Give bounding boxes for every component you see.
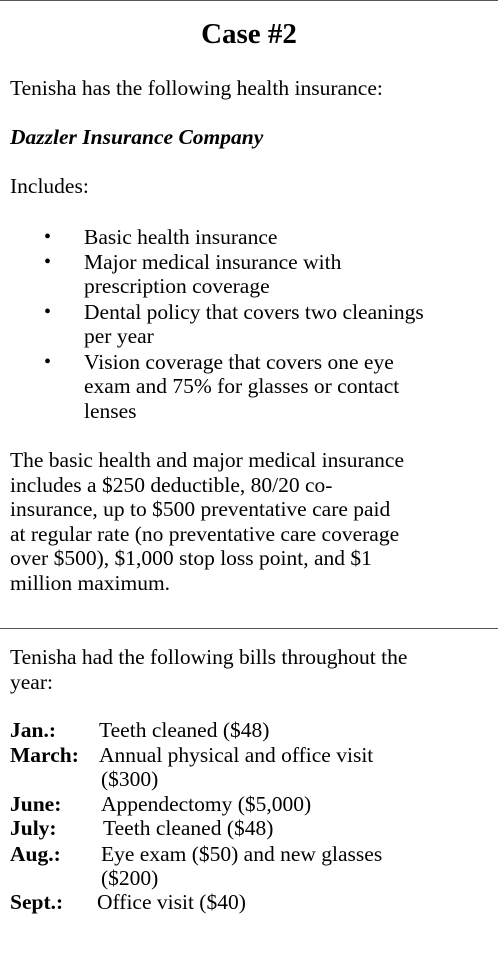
coverage-line: Major medical insurance with — [84, 250, 342, 274]
bullet: • — [44, 251, 52, 273]
details-line: insurance, up to $500 preventative care paid — [10, 497, 391, 521]
bills-intro-line: year: — [10, 670, 53, 694]
company-name: Dazzler Insurance Company — [10, 125, 264, 149]
details-line: at regular rate (no preventative care coverage — [10, 522, 400, 546]
bill-description: ($200) — [101, 866, 159, 890]
insurance-intro: Tenisha has the following health insurance: — [10, 76, 383, 100]
bill-description: Eye exam ($50) and new glasses — [101, 842, 383, 866]
bullet: • — [44, 351, 52, 373]
bill-description: Teeth cleaned ($48) — [99, 718, 270, 742]
bill-description: Teeth cleaned ($48) — [103, 816, 274, 840]
bill-month: June: — [10, 792, 62, 816]
bill-month: Aug.: — [10, 842, 61, 866]
details-line: The basic health and major medical insurance — [10, 448, 405, 472]
coverage-line: Vision coverage that covers one eye — [84, 350, 394, 374]
bullet: • — [44, 226, 52, 248]
bill-description: Office visit ($40) — [97, 890, 246, 914]
bill-month: July: — [10, 816, 57, 840]
bill-description: Appendectomy ($5,000) — [101, 792, 312, 816]
section-divider — [0, 628, 498, 629]
includes-label: Includes: — [10, 174, 89, 198]
top-rule — [0, 0, 498, 1]
bill-description: ($300) — [101, 767, 159, 791]
case-title: Case #2 — [201, 18, 297, 50]
coverage-line: per year — [84, 324, 154, 348]
bill-description: Annual physical and office visit — [99, 743, 374, 767]
bill-month: Jan.: — [10, 718, 56, 742]
bullet: • — [44, 301, 52, 323]
bill-month: March: — [10, 743, 79, 767]
coverage-line: Dental policy that covers two cleanings — [84, 300, 424, 324]
coverage-line: Basic health insurance — [84, 225, 278, 249]
bills-intro-line: Tenisha had the following bills throughout the — [10, 645, 408, 669]
coverage-line: exam and 75% for glasses or contact — [84, 374, 400, 398]
details-line: includes a $250 deductible, 80/20 co- — [10, 473, 333, 497]
details-line: over $500), $1,000 stop loss point, and $1 — [10, 546, 372, 570]
coverage-line: prescription coverage — [84, 274, 270, 298]
details-line: million maximum. — [10, 571, 171, 595]
coverage-line: lenses — [84, 399, 137, 423]
bill-month: Sept.: — [10, 890, 64, 914]
